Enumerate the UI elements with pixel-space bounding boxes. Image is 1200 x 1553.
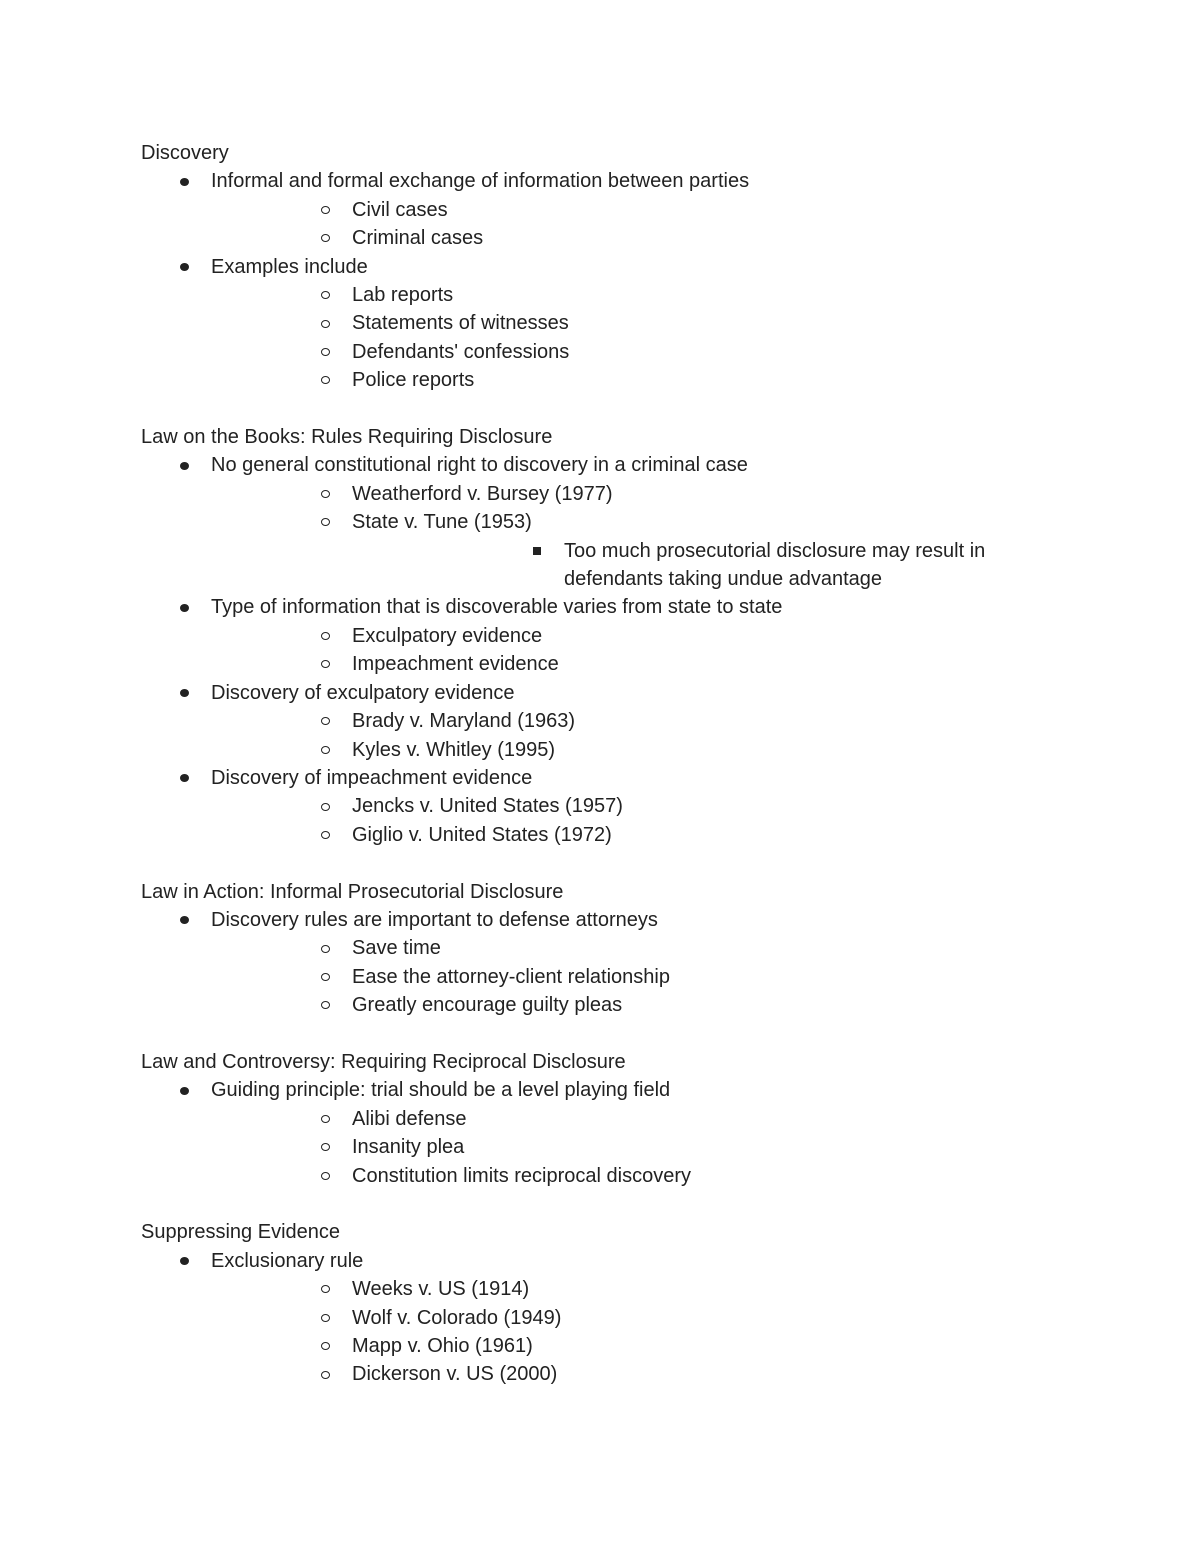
hollow-circle-bullet-icon: [318, 508, 332, 536]
list-item-text: Civil cases: [352, 198, 448, 221]
list-item-text: Lab reports: [352, 284, 454, 307]
list-item-text: Alibi defense: [352, 1107, 467, 1130]
list-item: [211, 650, 1061, 678]
filled-circle-bullet-icon: [177, 679, 191, 707]
list-item-text: Impeachment evidence: [352, 653, 559, 676]
hollow-circle-bullet-icon: [318, 736, 332, 764]
list-item: [141, 1247, 1061, 1389]
list-item: [211, 792, 1061, 820]
list-item: [211, 821, 1061, 849]
list-item-text: Kyles v. Whitley (1995): [352, 738, 556, 761]
hollow-circle-bullet-icon: [318, 309, 332, 337]
section-heading: Suppressing Evidence: [141, 1221, 341, 1244]
hollow-circle-bullet-icon: [318, 1162, 332, 1190]
bullet-list-level-2: [211, 281, 1061, 395]
list-item: [211, 1304, 1061, 1332]
list-item-text: Wolf v. Colorado (1949): [352, 1306, 562, 1329]
bullet-list-level-3: [352, 537, 1061, 594]
bullet-list-level-1: [141, 1247, 1061, 1389]
list-item: [141, 906, 1061, 1020]
list-item: [211, 480, 1061, 508]
section: [141, 423, 1061, 849]
hollow-circle-bullet-icon: [318, 338, 332, 366]
list-item: [352, 537, 1061, 594]
list-item-text: Greatly encourage guilty pleas: [352, 994, 623, 1017]
square-bullet-icon: [530, 537, 544, 565]
list-item-text: Insanity plea: [352, 1136, 465, 1159]
bullet-list-level-2: [211, 622, 1061, 679]
list-item: [211, 1105, 1061, 1133]
list-item: [211, 1162, 1061, 1190]
list-item: [211, 224, 1061, 252]
hollow-circle-bullet-icon: [318, 792, 332, 820]
list-item-text: Discovery of exculpatory evidence: [211, 681, 515, 704]
hollow-circle-bullet-icon: [318, 707, 332, 735]
list-item: [211, 309, 1061, 337]
bullet-list-level-2: [211, 1105, 1061, 1190]
list-item-text: State v. Tune (1953): [352, 511, 532, 534]
section: [141, 139, 1061, 395]
list-item: [211, 622, 1061, 650]
list-item: [211, 736, 1061, 764]
list-item: [211, 963, 1061, 991]
list-item: [211, 934, 1061, 962]
list-item-text: Statements of witnesses: [352, 312, 569, 335]
filled-circle-bullet-icon: [177, 1076, 191, 1104]
list-item: [141, 167, 1061, 252]
bullet-list-level-1: [141, 451, 1061, 849]
list-item-text: Weeks v. US (1914): [352, 1278, 530, 1301]
filled-circle-bullet-icon: [177, 1247, 191, 1275]
list-item-text: Jencks v. United States (1957): [352, 795, 623, 818]
filled-circle-bullet-icon: [177, 906, 191, 934]
list-item: [141, 253, 1061, 395]
list-item-text: Criminal cases: [352, 227, 484, 250]
hollow-circle-bullet-icon: [318, 934, 332, 962]
list-item: [211, 338, 1061, 366]
section-heading: Law on the Books: Rules Requiring Disclosure: [141, 426, 553, 449]
filled-circle-bullet-icon: [177, 593, 191, 621]
list-item-text: Mapp v. Ohio (1961): [352, 1335, 533, 1357]
list-item-text: No general constitutional right to discovery in a criminal case: [211, 454, 748, 477]
list-item-text: Police reports: [352, 369, 475, 392]
list-item-text: Informal and formal exchange of information between parties: [211, 170, 750, 193]
filled-circle-bullet-icon: [177, 253, 191, 281]
list-item-text: Discovery of impeachment evidence: [211, 766, 533, 789]
list-item-text: Constitution limits reciprocal discovery: [352, 1164, 692, 1187]
list-item-text: Brady v. Maryland (1963): [352, 710, 576, 733]
list-item: [211, 1332, 1061, 1360]
list-item-text: Weatherford v. Bursey (1977): [352, 482, 613, 505]
section: [141, 1048, 1061, 1190]
list-item: [211, 1275, 1061, 1303]
hollow-circle-bullet-icon: [318, 1133, 332, 1161]
filled-circle-bullet-icon: [177, 167, 191, 195]
list-item-text: Exculpatory evidence: [352, 624, 543, 647]
hollow-circle-bullet-icon: [318, 650, 332, 678]
bullet-list-level-2: [211, 1275, 1061, 1389]
hollow-circle-bullet-icon: [318, 963, 332, 991]
list-item: [141, 679, 1061, 764]
list-item: [211, 366, 1061, 394]
section-heading: Law and Controversy: Requiring Reciprocal Disclosure: [141, 1050, 626, 1073]
filled-circle-bullet-icon: [177, 764, 191, 792]
list-item: [211, 707, 1061, 735]
list-item: [141, 451, 1061, 593]
bullet-list-level-1: [141, 1076, 1061, 1190]
list-item: [141, 764, 1061, 849]
hollow-circle-bullet-icon: [318, 1275, 332, 1303]
list-item-text: Type of information that is discoverable varies from state to state: [211, 596, 783, 619]
list-item-text: Examples include: [211, 255, 368, 278]
hollow-circle-bullet-icon: [318, 991, 332, 1019]
document-page: [141, 139, 1061, 1389]
list-item-text: Giglio v. United States (1972): [352, 823, 612, 846]
hollow-circle-bullet-icon: [318, 224, 332, 252]
hollow-circle-bullet-icon: [318, 622, 332, 650]
bullet-list-level-1: [141, 167, 1061, 394]
list-item: [211, 196, 1061, 224]
list-item: [211, 991, 1061, 1019]
list-item-text: Guiding principle: trial should be a level playing field: [211, 1079, 671, 1102]
list-item-text: Too much prosecutorial disclosure may result in defendants taking undue advantage: [564, 539, 986, 591]
bullet-list-level-1: [141, 906, 1061, 1020]
list-item: [211, 281, 1061, 309]
list-item-text: Dickerson v. US (2000): [352, 1363, 558, 1386]
bullet-list-level-2: [211, 792, 1061, 849]
list-item: [141, 1076, 1061, 1190]
section-heading: Discovery: [141, 142, 229, 164]
hollow-circle-bullet-icon: [318, 1105, 332, 1133]
filled-circle-bullet-icon: [177, 451, 191, 479]
list-item-text: Ease the attorney-client relationship: [352, 965, 670, 988]
section: [141, 1218, 1061, 1388]
hollow-circle-bullet-icon: [318, 480, 332, 508]
list-item-text: Exclusionary rule: [211, 1249, 364, 1272]
section: [141, 878, 1061, 1020]
list-item: [211, 1360, 1061, 1388]
hollow-circle-bullet-icon: [318, 196, 332, 224]
bullet-list-level-2: [211, 707, 1061, 764]
hollow-circle-bullet-icon: [318, 1304, 332, 1332]
hollow-circle-bullet-icon: [318, 821, 332, 849]
hollow-circle-bullet-icon: [318, 366, 332, 394]
list-item: [211, 508, 1061, 593]
section-heading: Law in Action: Informal Prosecutorial Disclosure: [141, 880, 564, 903]
list-item-text: Defendants' confessions: [352, 340, 570, 363]
hollow-circle-bullet-icon: [318, 281, 332, 309]
hollow-circle-bullet-icon: [318, 1332, 332, 1360]
hollow-circle-bullet-icon: [318, 1360, 332, 1388]
list-item: [141, 593, 1061, 678]
bullet-list-level-2: [211, 480, 1061, 594]
list-item-text: Save time: [352, 937, 441, 960]
bullet-list-level-2: [211, 196, 1061, 253]
list-item-text: Discovery rules are important to defense attorneys: [211, 908, 658, 931]
bullet-list-level-2: [211, 934, 1061, 1019]
list-item: [211, 1133, 1061, 1161]
